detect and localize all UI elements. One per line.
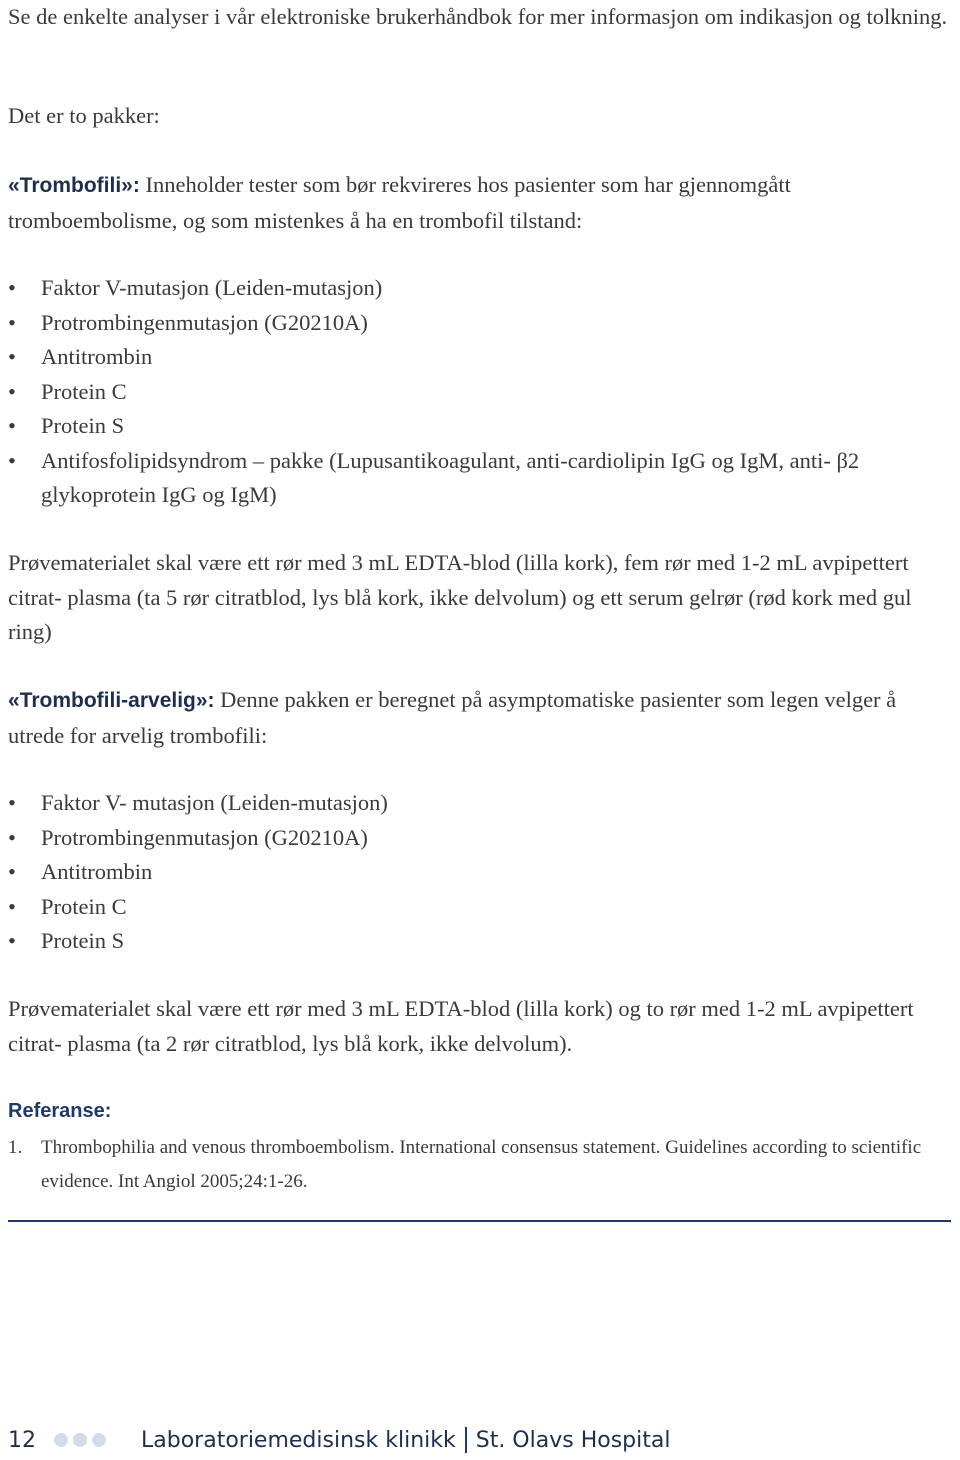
bullet-icon: • [8,824,16,850]
list-item: • Antifosfolipidsyndrom – pakke (Lupusantikoagulant, anti-cardiolipin IgG og IgM, anti- β2 glykoprotein IgG og IgM) [8,444,953,513]
bullet-icon: • [8,309,16,335]
intro-paragraph: Se de enkelte analyser i vår elektroniske brukerhåndbok for mer informasjon om indikasjon og tolkning. [8,4,948,29]
bullet-icon: • [8,447,16,473]
package2-test-list [8,786,953,959]
package1-paragraph [8,168,953,238]
packages-intro: Det er to pakker: [8,103,160,128]
package1-sample-paragraph: Prøvematerialet skal være ett rør med 3 mL EDTA-blod (lilla kork), fem rør med 1-2 mL avpipettert citrat- plasma (ta 5 rør citratblod, lys blå kork, ikke delvolum) og ett serum gelrør (rød kork med gul ring) [8,550,912,644]
package1-description: Inneholder tester som bør rekvireres hos pasienter som har gjennomgått tromboembolisme, og som mistenkes å ha en trombofil tilstand: [8,172,791,233]
list-item: • Protein S [8,409,953,444]
list-item: • Protrombingenmutasjon (G20210A) [8,306,953,341]
bullet-icon: • [8,893,16,919]
bullet-icon: • [8,790,16,815]
footer-divider [8,1220,951,1222]
list-item: • Protein C [8,375,953,410]
hospital-name: St. Olavs Hospital [475,1427,671,1453]
package2-description: Denne pakken er beregnet på asymptomatiske pasienter som legen velger å utrede for arvelig trombofili: [8,687,897,748]
bullet-icon: • [8,928,16,953]
footer-separator [465,1427,467,1453]
list-item: • Protrombingenmutasjon (G20210A) [8,821,953,856]
bullet-icon: • [8,413,16,438]
list-item: • Antitrombin [8,340,953,375]
reference-text: Thrombophilia and venous thromboembolism. International consensus statement. Guidelines according to scientific evidence. Int Angiol 2005;24:1-26. [41,1137,922,1192]
list-item: • Faktor V-mutasjon (Leiden-mutasjon) [8,271,953,306]
list-item: • Faktor V- mutasjon (Leiden-mutasjon) [8,786,953,821]
page-footer [8,1420,670,1460]
package1-test-list [8,271,953,513]
reference-item [8,1131,953,1199]
list-item: • Protein C [8,890,953,925]
list-item: • Antitrombin [8,855,953,890]
package2-sample-paragraph: Prøvematerialet skal være ett rør med 3 mL EDTA-blod (lilla kork) og to rør med 1-2 mL avpipettert citrat- plasma (ta 2 rør citratblod, lys blå kork, ikke delvolum). [8,996,914,1056]
package2-paragraph [8,683,953,753]
bullet-icon: • [8,859,16,884]
bullet-icon: • [8,378,16,404]
footer-dots-icon [54,1433,111,1447]
reference-number: 1. [8,1137,23,1158]
bullet-icon: • [8,344,16,369]
bullet-icon: • [8,275,16,300]
department-name: Laboratoriemedisinsk klinikk [141,1427,456,1453]
page-number: 12 [8,1427,36,1453]
package1-name: «Trombofili»: [8,174,140,197]
references-heading: Referanse: [8,1100,112,1122]
list-item: • Protein S [8,924,953,959]
package2-name: «Trombofili-arvelig»: [8,689,215,712]
